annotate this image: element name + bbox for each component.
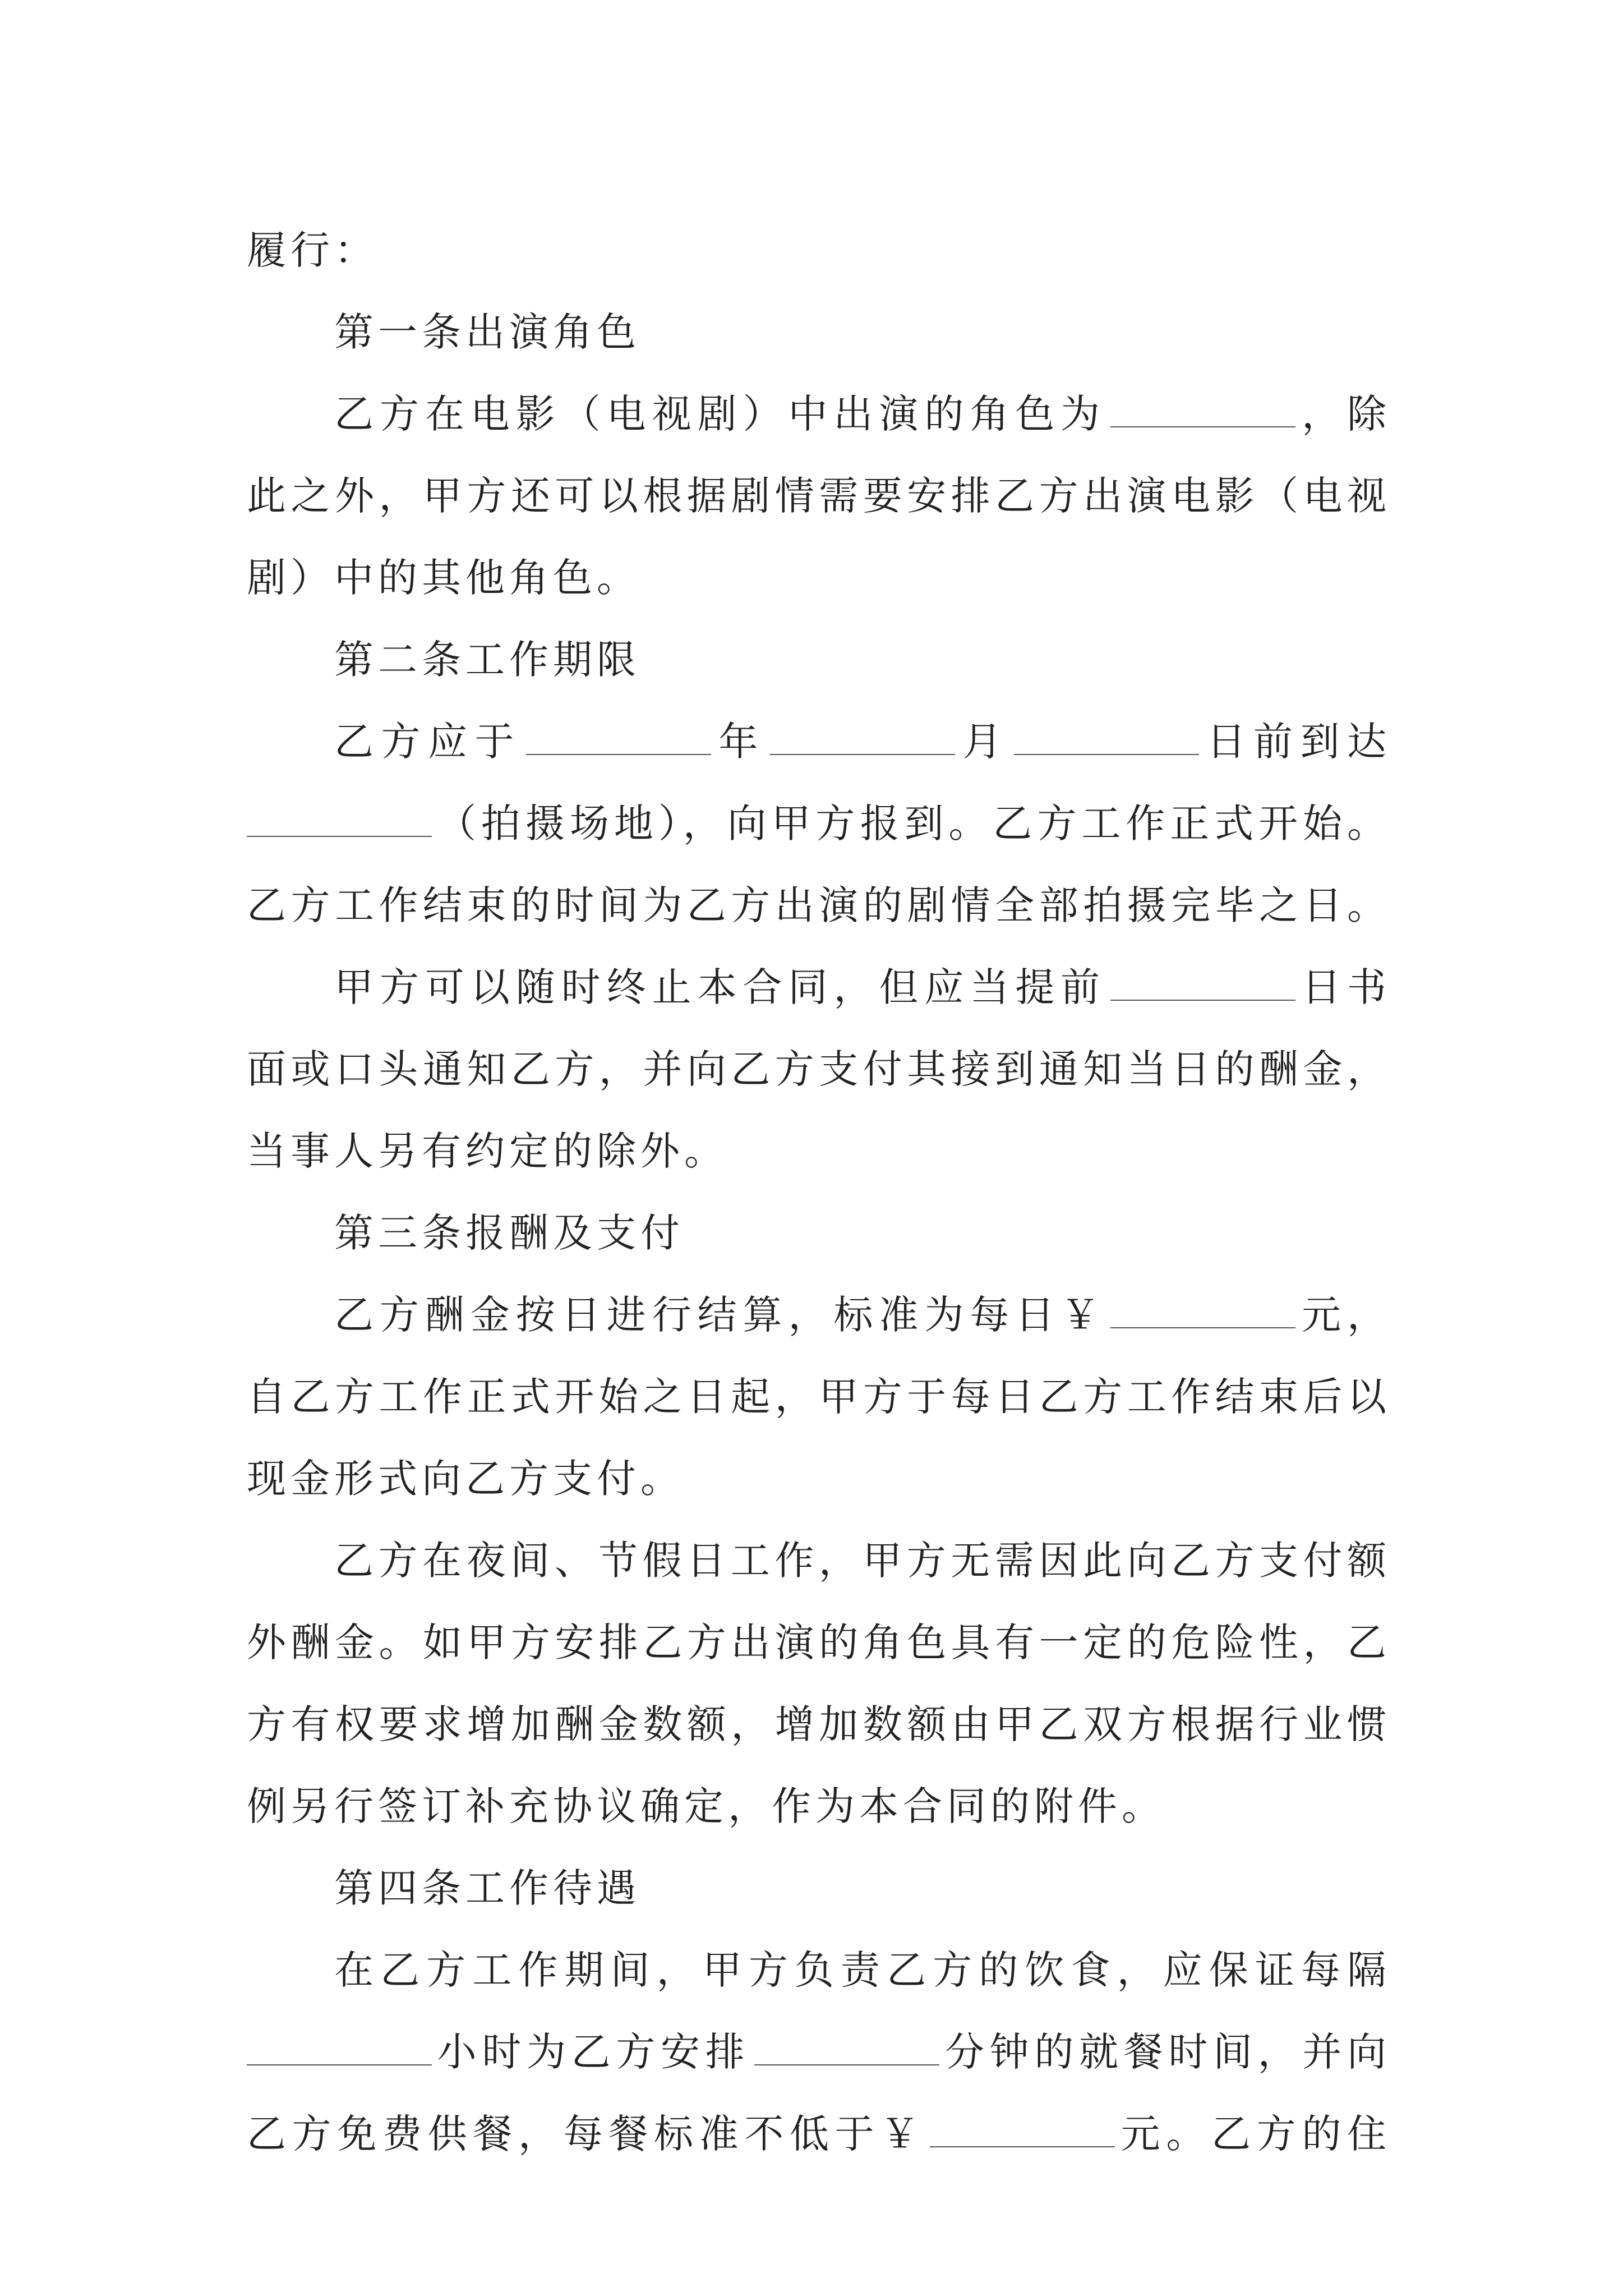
- text-line: [247, 708, 1391, 790]
- month-blank: [770, 709, 955, 755]
- daily-fee-blank: [1110, 1282, 1295, 1328]
- text-segment: 小时为乙方安排: [436, 2029, 750, 2075]
- text-line: [247, 1036, 1391, 1117]
- text-line: [247, 872, 1391, 954]
- text-segment: 分钟的就餐时间，并向: [944, 2029, 1391, 2075]
- text-segment: 外酬金。如甲方安排乙方出演的角色具有一定的危险性，乙: [247, 1619, 1391, 1665]
- text-segment: 乙方在夜间、节假日工作，甲方无需因此向乙方支付额: [334, 1538, 1391, 1584]
- text-segment: 第二条工作期限: [334, 637, 640, 683]
- text-segment: 乙方酬金按日进行结算，标准为每日￥: [334, 1292, 1106, 1338]
- text-segment: 例另行签订补充协议确定，作为本合同的附件。: [247, 1783, 1165, 1829]
- text-line: [247, 790, 1391, 872]
- text-segment: 第三条报酬及支付: [334, 1210, 684, 1256]
- meal-minutes-blank: [754, 2019, 939, 2065]
- text-segment: ，除: [1300, 391, 1391, 437]
- text-segment: 乙方免费供餐，每餐标准不低于￥: [247, 2111, 925, 2157]
- text-line: [247, 1936, 1391, 2018]
- text-segment: （拍摄场地），向甲方报到。乙方工作正式开始。: [436, 800, 1391, 846]
- text-line: [247, 462, 1391, 544]
- year-blank: [526, 709, 711, 755]
- text-line: [247, 380, 1391, 462]
- contract-body: [247, 217, 1391, 2182]
- text-segment: 履行：: [247, 227, 378, 273]
- clause-heading-pay: [247, 1199, 1391, 1281]
- clause-heading-role: [247, 298, 1391, 380]
- text-segment: 当事人另有约定的除外。: [247, 1128, 728, 1174]
- text-segment: 第四条工作待遇: [334, 1865, 640, 1911]
- text-segment: 年: [716, 719, 766, 765]
- text-segment: 剧）中的其他角色。: [247, 555, 640, 601]
- text-line: [247, 1445, 1391, 1527]
- text-segment: 在乙方工作期间，甲方负责乙方的饮食，应保证每隔: [334, 1947, 1391, 1993]
- text-line: [247, 1117, 1391, 1199]
- text-segment: 乙方应于: [334, 719, 522, 765]
- meal-interval-blank: [247, 2019, 432, 2065]
- text-segment: 乙方工作结束的时间为乙方出演的剧情全部拍摄完毕之日。: [247, 882, 1391, 928]
- notice-days-blank: [1110, 955, 1295, 1001]
- text-segment: 现金形式向乙方支付。: [247, 1456, 684, 1502]
- text-segment: 日书: [1300, 964, 1391, 1010]
- text-segment: 乙方在电影（电视剧）中出演的角色为: [334, 391, 1106, 437]
- text-segment: 日前到达: [1204, 719, 1391, 765]
- text-segment: 方有权要求增加酬金数额，增加数额由甲乙双方根据行业惯: [247, 1701, 1391, 1747]
- text-line: [247, 1527, 1391, 1609]
- text-segment: 月: [960, 719, 1009, 765]
- text-line: [247, 2018, 1391, 2100]
- text-line: [247, 1691, 1391, 1773]
- clause-heading-term: [247, 626, 1391, 708]
- text-segment: 元。乙方的住: [1119, 2111, 1391, 2157]
- text-line: [247, 1363, 1391, 1445]
- clause-heading-benefits: [247, 1855, 1391, 1936]
- text-segment: 此之外，甲方还可以根据剧情需要安排乙方出演电影（电视: [247, 473, 1391, 519]
- text-line: [247, 1281, 1391, 1363]
- text-line: [247, 2100, 1391, 2182]
- text-segment: 元，: [1300, 1292, 1391, 1338]
- role-name-blank: [1110, 381, 1295, 427]
- text-line: [247, 1773, 1391, 1855]
- text-line: [247, 954, 1391, 1036]
- text-line: [247, 217, 1391, 298]
- text-segment: 第一条出演角色: [334, 309, 640, 355]
- text-segment: 自乙方工作正式开始之日起，甲方于每日乙方工作结束后以: [247, 1374, 1391, 1420]
- text-segment: 甲方可以随时终止本合同，但应当提前: [334, 964, 1106, 1010]
- location-blank: [247, 791, 432, 837]
- text-segment: 面或口头通知乙方，并向乙方支付其接到通知当日的酬金，: [247, 1046, 1391, 1092]
- text-line: [247, 544, 1391, 626]
- meal-cost-blank: [930, 2101, 1115, 2147]
- day-blank: [1014, 709, 1199, 755]
- text-line: [247, 1609, 1391, 1691]
